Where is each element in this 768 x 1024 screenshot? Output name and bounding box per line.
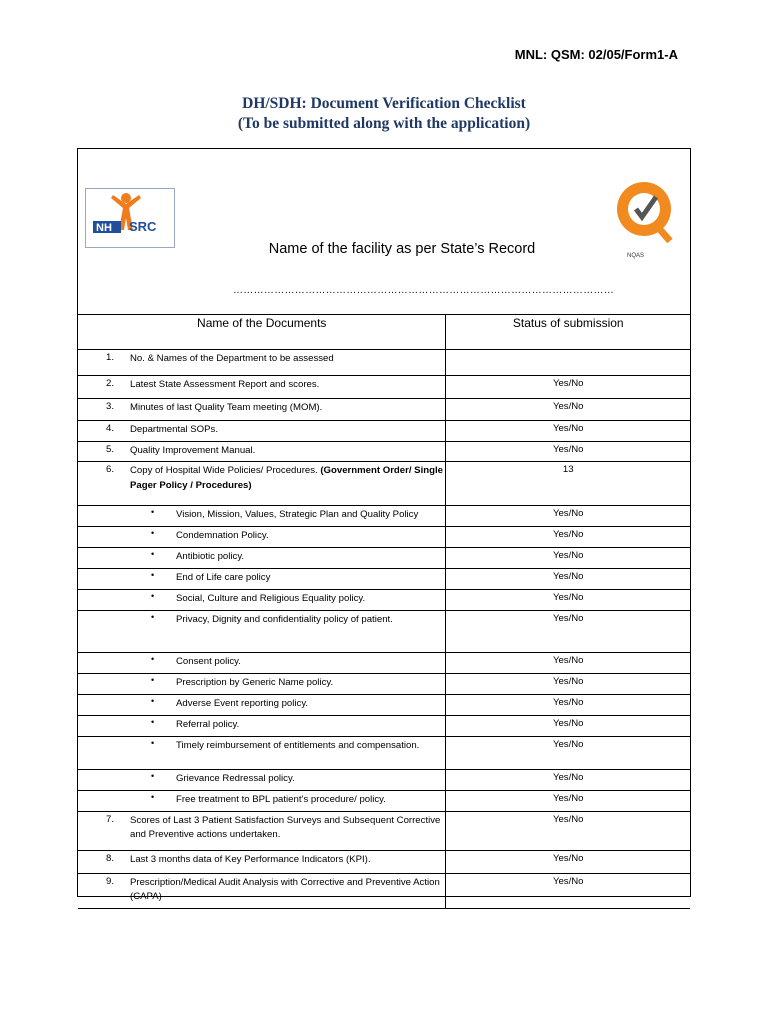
row-number: 3.	[106, 401, 115, 412]
table-row	[78, 653, 690, 674]
bullet-icon: •	[151, 791, 155, 802]
table-row	[78, 462, 690, 506]
document-note: (Government Order/ Single Pager Policy / Procedures)	[130, 465, 443, 491]
status-value: Yes/No	[552, 813, 584, 825]
document-cell	[78, 674, 446, 695]
status-cell[interactable]	[446, 674, 690, 695]
status-value: Yes/No	[552, 571, 584, 582]
status-value: 13	[562, 464, 574, 475]
status-cell[interactable]	[446, 769, 690, 790]
document-name: Minutes of last Quality Team meeting (MOM).	[130, 402, 323, 413]
document-name: Quality Improvement Manual.	[130, 444, 256, 456]
bullet-icon: •	[151, 570, 155, 580]
policy-name: Timely reimbursement of entitlements and compensation.	[176, 739, 420, 751]
table-row	[78, 350, 690, 376]
policy-name: Consent policy.	[176, 656, 241, 667]
facility-label: Name of the facility as per State’s Record	[268, 241, 536, 257]
documents-column-header: Name of the Documents	[78, 314, 446, 350]
status-cell[interactable]	[446, 590, 690, 611]
document-name: No. & Names of the Department to be assessed	[130, 353, 334, 364]
table-row	[78, 790, 690, 811]
document-cell	[78, 611, 446, 653]
status-cell[interactable]	[446, 548, 690, 569]
policy-name: Antibiotic policy.	[176, 551, 245, 562]
document-cell	[78, 527, 446, 548]
document-cell	[78, 506, 446, 527]
table-row	[78, 527, 690, 548]
status-cell[interactable]	[446, 399, 690, 421]
bullet-icon: •	[151, 591, 155, 601]
bullet-icon: •	[151, 654, 155, 664]
policy-name: Privacy, Dignity and confidentiality policy of patient.	[176, 614, 393, 625]
status-cell[interactable]	[446, 850, 690, 873]
document-cell	[78, 462, 446, 506]
row-number: 2.	[106, 378, 115, 389]
document-text	[78, 399, 445, 419]
checklist-frame	[77, 148, 691, 902]
document-text	[78, 462, 445, 496]
table-row	[78, 506, 690, 527]
table-row	[78, 695, 690, 716]
status-cell[interactable]	[446, 736, 690, 769]
status-value: Yes/No	[552, 717, 584, 729]
status-cell[interactable]	[446, 506, 690, 527]
status-value: Yes/No	[552, 655, 584, 666]
document-cell	[78, 850, 446, 873]
policy-name: Referral policy.	[176, 718, 240, 730]
bullet-icon: •	[151, 696, 155, 706]
status-cell[interactable]	[446, 569, 690, 590]
status-cell[interactable]	[446, 376, 690, 399]
document-cell	[78, 715, 446, 736]
bullet-icon: •	[151, 737, 155, 748]
bullet-icon: •	[151, 716, 155, 727]
table-row	[78, 811, 690, 850]
facility-name-field[interactable]: …………………………………………………………………………………………………	[233, 285, 615, 296]
bullet-icon: •	[151, 770, 155, 781]
document-cell	[78, 769, 446, 790]
table-row	[78, 399, 690, 421]
status-value: Yes/No	[552, 550, 584, 561]
document-cell	[78, 376, 446, 399]
status-cell[interactable]	[446, 527, 690, 548]
table-row	[78, 736, 690, 769]
document-name: Last 3 months data of Key Performance Indicators (KPI).	[130, 853, 371, 865]
row-number: 4.	[106, 423, 115, 434]
status-cell[interactable]	[446, 350, 690, 376]
table-row	[78, 441, 690, 462]
row-number: 1.	[106, 352, 115, 363]
status-value: Yes/No	[552, 508, 584, 519]
status-cell[interactable]	[446, 611, 690, 653]
status-value: Yes/No	[552, 852, 584, 864]
row-number: 8.	[106, 852, 115, 864]
status-value: Yes/No	[552, 875, 584, 887]
document-subtitle: (To be submitted along with the application)	[237, 115, 531, 132]
status-column-header: Status of submission	[446, 314, 690, 350]
table-row	[78, 376, 690, 399]
document-cell	[78, 811, 446, 850]
row-number: 5.	[106, 443, 115, 455]
document-text	[78, 421, 445, 441]
bullet-icon: •	[151, 528, 155, 538]
row-number: 7.	[106, 813, 115, 825]
document-name: Latest State Assessment Report and scores.	[130, 379, 320, 390]
row-number: 6.	[106, 464, 115, 475]
status-value: Yes/No	[552, 613, 584, 624]
status-value: Yes/No	[552, 443, 584, 455]
document-cell	[78, 790, 446, 811]
policy-name: End of Life care policy	[176, 572, 271, 583]
document-text	[78, 350, 445, 370]
status-value: Yes/No	[552, 676, 584, 687]
table-row	[78, 611, 690, 653]
table-header-row	[78, 314, 690, 350]
policy-name: Adverse Event reporting policy.	[176, 698, 309, 709]
status-cell[interactable]	[446, 790, 690, 811]
document-cell	[78, 421, 446, 442]
document-cell	[78, 695, 446, 716]
document-name: Copy of Hospital Wide Policies/ Procedures.	[130, 465, 321, 476]
document-text	[78, 874, 445, 908]
document-name: Scores of Last 3 Patient Satisfaction Surveys and Subsequent Corrective and Preventive actions undertaken.	[130, 814, 441, 840]
status-cell[interactable]	[446, 653, 690, 674]
facility-header	[78, 149, 690, 315]
status-value: Yes/No	[552, 697, 584, 708]
document-text	[78, 812, 445, 846]
table-row	[78, 590, 690, 611]
table-row	[78, 769, 690, 790]
status-value: Yes/No	[552, 592, 584, 603]
document-cell	[78, 441, 446, 462]
status-value: Yes/No	[552, 401, 584, 412]
status-cell[interactable]	[446, 873, 690, 908]
bullet-icon: •	[151, 549, 155, 559]
status-cell[interactable]	[446, 695, 690, 716]
table-row	[78, 850, 690, 873]
document-name: Prescription/Medical Audit Analysis with Corrective and Preventive Action (CAPA)	[130, 876, 440, 902]
documents-table	[78, 314, 690, 909]
status-value: Yes/No	[552, 771, 584, 783]
bullet-icon: •	[151, 612, 155, 622]
svg-text:NH: NH	[96, 222, 112, 234]
status-value: Yes/No	[552, 423, 584, 434]
status-value: Yes/No	[552, 738, 584, 750]
status-cell[interactable]	[446, 462, 690, 506]
document-cell	[78, 350, 446, 376]
document-cell	[78, 873, 446, 908]
status-cell[interactable]	[446, 715, 690, 736]
form-code: MNL: QSM: 02/05/Form1-A	[514, 47, 678, 62]
document-cell	[78, 590, 446, 611]
row-number: 9.	[106, 875, 115, 887]
table-row	[78, 715, 690, 736]
document-text	[78, 442, 445, 462]
nhsrc-logo	[85, 188, 175, 248]
document-cell	[78, 399, 446, 421]
policy-name: Condemnation Policy.	[176, 530, 269, 541]
document-text	[78, 376, 445, 396]
document-cell	[78, 736, 446, 769]
document-name: Departmental SOPs.	[130, 424, 218, 435]
policy-name: Grievance Redressal policy.	[176, 772, 295, 784]
status-cell[interactable]	[446, 441, 690, 462]
table-row	[78, 548, 690, 569]
status-value: Yes/No	[552, 792, 584, 804]
table-row	[78, 674, 690, 695]
document-cell	[78, 569, 446, 590]
svg-text:NQAS: NQAS	[627, 253, 645, 259]
document-title: DH/SDH: Document Verification Checklist	[242, 95, 526, 112]
status-value: Yes/No	[552, 529, 584, 540]
svg-text:SRC: SRC	[129, 219, 157, 234]
table-row	[78, 569, 690, 590]
document-text	[78, 851, 445, 871]
bullet-icon: •	[151, 507, 155, 517]
policy-name: Vision, Mission, Values, Strategic Plan and Quality Policy	[176, 509, 419, 520]
document-cell	[78, 653, 446, 674]
status-cell[interactable]	[446, 421, 690, 442]
table-row	[78, 421, 690, 442]
bullet-icon: •	[151, 675, 155, 685]
status-value	[446, 350, 690, 351]
policy-name: Free treatment to BPL patient’s procedure/ policy.	[176, 793, 386, 805]
policy-name: Social, Culture and Religious Equality policy.	[176, 593, 366, 604]
table-row	[78, 873, 690, 908]
status-value: Yes/No	[552, 378, 584, 389]
document-cell	[78, 548, 446, 569]
policy-name: Prescription by Generic Name policy.	[176, 677, 334, 688]
status-cell[interactable]	[446, 811, 690, 850]
